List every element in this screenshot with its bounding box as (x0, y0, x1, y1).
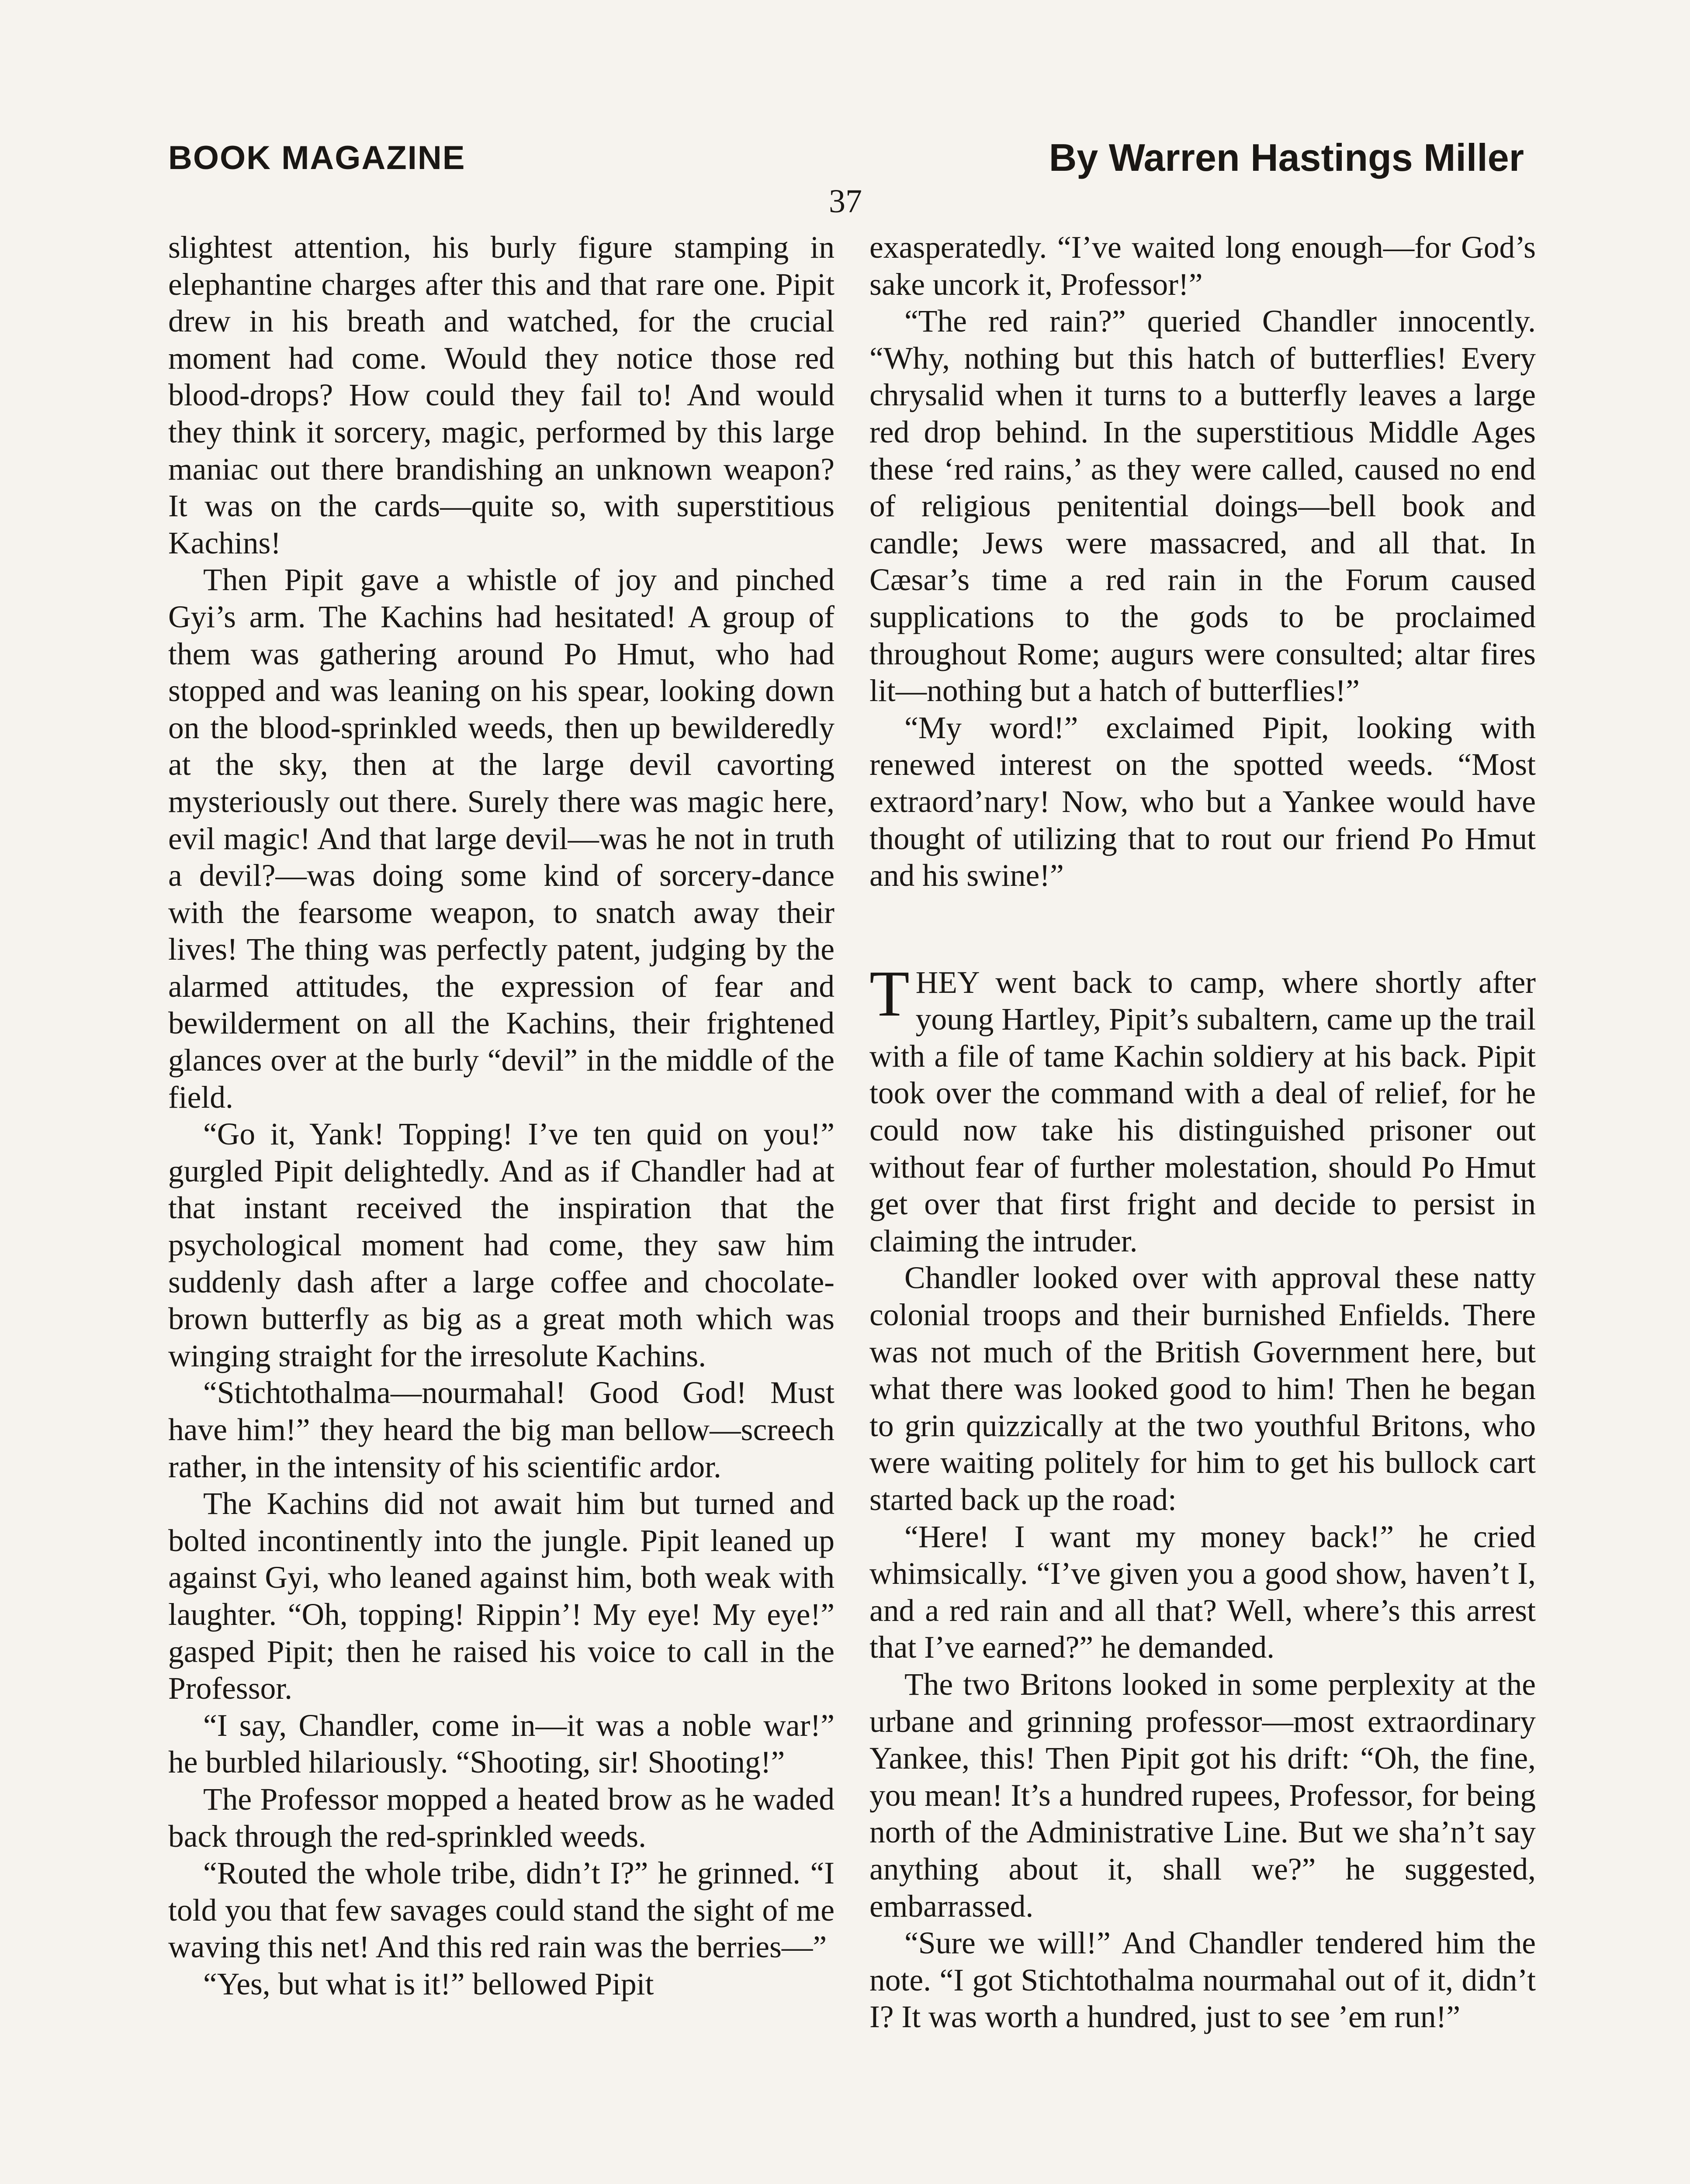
section-opening-paragraph (869, 957, 1536, 1260)
paragraph: “My word!” exclaimed Pipit, looking with renewed interest on the spotted weeds. “Most extraord’nary! Now, who but a Yankee would have thought of utilizing that to rout our friend Po Hmut and his swine!” (869, 710, 1536, 893)
left-column (168, 229, 835, 2003)
paragraph: slightest attention, his burly figure stamping in elephantine charges after this and that rare one. Pipit drew in his breath and watched, for the crucial moment had come. Would they notice those red blood-drops? How could they fail to! And would they think it sorcery, magic, performed by this large maniac out there brandishing an unknown weapon? It was on the cards—quite so, with superstitious Kachins! (168, 230, 835, 560)
paragraph: Then Pipit gave a whistle of joy and pinched Gyi’s arm. The Kachins had hesitated! A group of them was gathering around Po Hmut, who had stopped and was leaning on his spear, looking down on the blood-sprinkled weeds, then up bewilderedly at the sky, then at the large devil cavorting mysteriously out there. Surely there was magic here, evil magic! And that large devil—was he not in truth a devil?—was doing some kind of sorcery-dance with the fearsome weapon, to snatch away their lives! The thing was perfectly patent, judging by the alarmed attitudes, the expression of fear and bewilderment on all the Kachins, their frightened glances over at the burly “devil” in the middle of the field. (168, 563, 835, 1115)
author-byline: By Warren Hastings Miller (1049, 136, 1524, 179)
paragraph: “I say, Chandler, come in—it was a noble war!” he burbled hilariously. “Shooting, sir! Shooting!” (168, 1708, 835, 1780)
paragraph: Chandler looked over with approval these natty colonial troops and their burnished Enfields. There was not much of the British Government here, but what there was looked good to him! Then he began to grin quizzically at the two youthful Britons, who were waiting politely for him to get his bullock cart started back up the road: (869, 1261, 1536, 1517)
paragraph: “Stichtothalma—nourmahal! Good God! Must have him!” they heard the big man bellow—screech rather, in the intensity of his scientific ardor. (168, 1375, 835, 1484)
publication-title: BOOK MAGAZINE (168, 139, 466, 176)
paragraph: “Routed the whole tribe, didn’t I?” he grinned. “I told you that few savages could stand the sight of me waving this net! And this red rain was the berries—” (168, 1856, 835, 1965)
paragraph: “The red rain?” queried Chandler innocently. “Why, nothing but this hatch of butterflies! Every chrysalid when it turns to a butterfly leaves a large red drop behind. In the superstitious Middle Ages these ‘red rains,’ as they were called, caused no end of religious penitential doings—bell book and candle; Jews were massacred, and all that. In Cæsar’s time a red rain in the Forum caused supplications to the gods to be proclaimed throughout Rome; augurs were consulted; altar fires lit—nothing but a hatch of butterflies!” (869, 304, 1536, 708)
paragraph: The Professor mopped a heated brow as he waded back through the red-sprinkled weeds. (168, 1782, 835, 1854)
section-break (869, 895, 1536, 964)
paragraph: The Kachins did not await him but turned and bolted incontinently into the jungle. Pipit leaned up against Gyi, who leaned against him, both weak with laughter. “Oh, topping! Rippin’! My eye! My eye!” gasped Pipit; then he raised his voice to call in the Professor. (168, 1486, 835, 1706)
paragraph: “Yes, but what is it!” bellowed Pipit (203, 1966, 654, 2001)
paragraph: “Sure we will!” And Chandler tendered him the note. “I got Stichtothalma nourmahal out of it, didn’t I? It was worth a hundred, just to see ’em run!” (869, 1926, 1536, 2035)
paragraph: exasperatedly. “I’ve waited long enough—for God’s sake uncork it, Professor!” (869, 230, 1536, 302)
right-column (869, 229, 1536, 2036)
paragraph: “Here! I want my money back!” he cried whimsically. “I’ve given you a good show, haven’t I, and a red rain and all that? Well, where’s this arrest that I’ve earned?” he demanded. (869, 1519, 1536, 1665)
page-number: 37 (829, 183, 862, 220)
paragraph-text: HEY went back to camp, where shortly after young Hartley, Pipit’s subaltern, came up the trail with a file of tame Kachin soldiery at his back. Pipit took over the command with a deal of relief, for he could now take his distinguished prisoner out without fear of further molestation, should Po Hmut get over that first fright and decide to persist in claiming the intruder. (869, 965, 1536, 1258)
paragraph: The two Britons looked in some perplexity at the urbane and grinning professor—most extraordinary Yankee, this! Then Pipit got his drift: “Oh, the fine, you mean! It’s a hundred rupees, Professor, for being north of the Administrative Line. But we sha’n’t say anything about it, shall we?” he suggested, embarrassed. (869, 1667, 1536, 1924)
drop-cap: T (869, 957, 910, 1030)
paragraph: “Go it, Yank! Topping! I’ve ten quid on you!” gurgled Pipit delightedly. And as if Chandler had at that instant received the inspiration that the psychological moment had come, they saw him suddenly dash after a large coffee and chocolate-brown butterfly as big as a great moth which was winging straight for the irresolute Kachins. (168, 1117, 835, 1373)
